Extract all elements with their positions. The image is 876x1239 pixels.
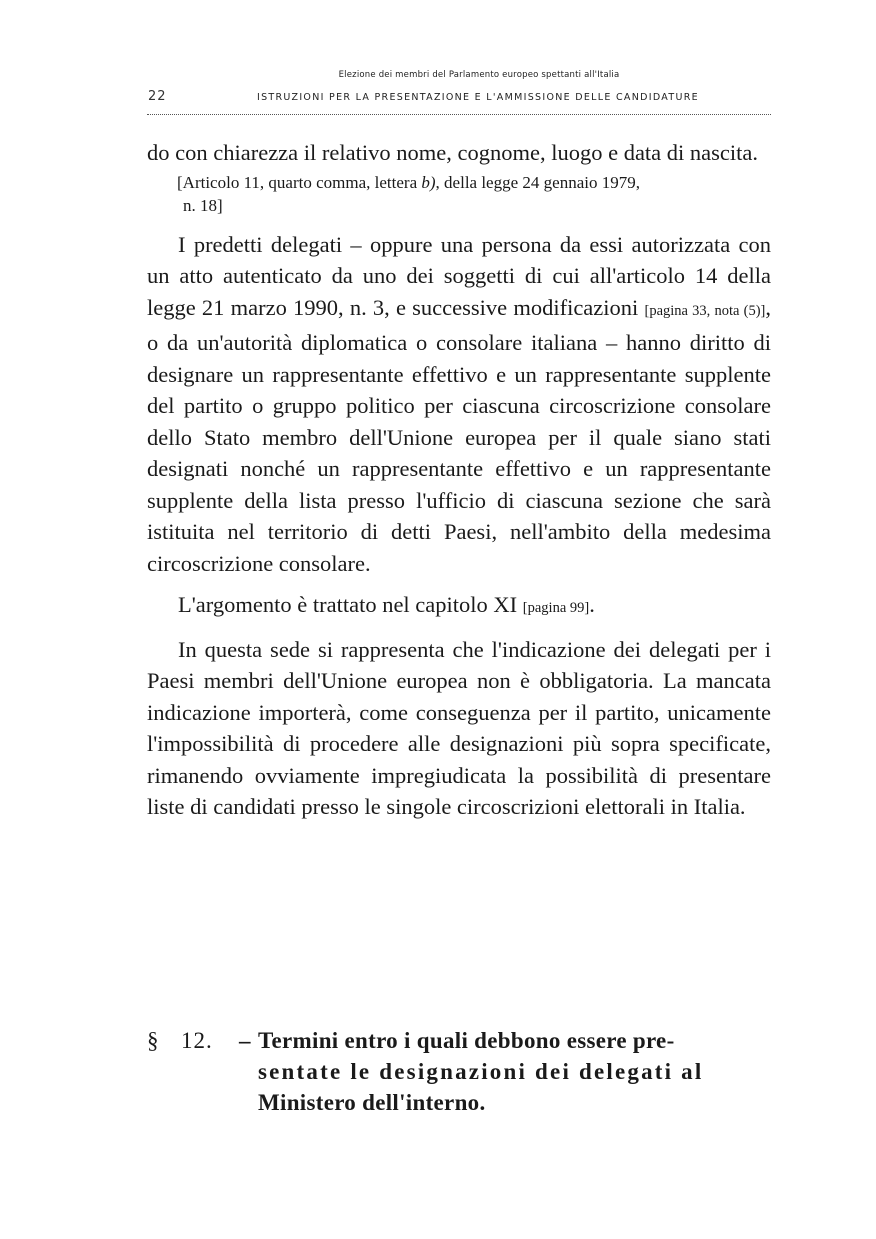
section-title-line: sentate le designazioni dei delegati al bbox=[258, 1059, 704, 1084]
section-number: 12. bbox=[181, 1028, 213, 1053]
body-text bbox=[147, 137, 771, 823]
paragraph-text: I predetti delegati – oppure una persona da essi autorizzata con un atto autenticato da uno dei soggetti di cui all'articolo 14 della legge 21 marzo 1990, n. 3, e successive modificazioni bbox=[147, 231, 771, 320]
section-dash: – bbox=[239, 1028, 251, 1053]
section-title-line: Termini entro i quali debbono essere pre- bbox=[258, 1028, 675, 1053]
citation-number: n. 18] bbox=[183, 195, 223, 215]
citation-text: [Articolo 11, quarto comma, lettera bbox=[177, 172, 422, 192]
paragraph-indicazione: In questa sede si rappresenta che l'indicazione dei delegati per i Paesi membri dell'Unione europea non è obbligatoria. La mancata indicazione importerà, come conseguenza per il partito, unicamente l'impossibilità di procedere alle designazioni più sopra specificate, rimanendo ovviamente impregiudicata la possibilità di presentare liste di candidati presso le singole circoscrizioni elettorali in Italia. bbox=[147, 636, 771, 819]
running-title: Elezione dei membri del Parlamento europeo spettanti all'Italia bbox=[338, 70, 620, 80]
citation-letter: b) bbox=[421, 172, 436, 192]
section-title-line: Ministero dell'interno. bbox=[258, 1090, 486, 1115]
section-symbol: § bbox=[147, 1028, 159, 1053]
page-reference: [pagina 99] bbox=[522, 600, 590, 616]
paragraph-delegati bbox=[147, 229, 771, 580]
page-number: 22 bbox=[148, 89, 167, 104]
header-divider bbox=[147, 114, 771, 115]
citation bbox=[147, 171, 771, 217]
paragraph-text: L'argomento è trattato nel capitolo XI bbox=[178, 592, 523, 617]
paragraph-text-end: . bbox=[589, 592, 595, 617]
citation-text-end: , della legge 24 gennaio 1979, bbox=[435, 172, 640, 192]
paragraph-argomento bbox=[147, 589, 771, 625]
paragraph-continuation: do con chiarezza il relativo nome, cognome, luogo e data di nascita. bbox=[147, 140, 759, 165]
paragraph-text-end: , o da un'autorità diplomatica o consolare italiana – hanno diritto di designare un rappresentante effettivo e un rappresentante supplente del partito o gruppo politico per ciascuna circoscrizione consolare dello Stato membro dell'Unione europea per il quale siano stati designati nonché un rappresentante effettivo e un rappresentante supplente della lista presso l'ufficio di ciascuna sezione che sarà istituita nel territorio di detti Paesi, nell'ambito della medesima circoscrizione consolare. bbox=[147, 294, 771, 576]
running-subtitle: ISTRUZIONI PER LA PRESENTAZIONE E L'AMMISSIONE DELLE CANDIDATURE bbox=[257, 92, 699, 103]
section-title bbox=[258, 1025, 773, 1118]
page-reference: [pagina 33, nota (5)] bbox=[644, 302, 766, 319]
